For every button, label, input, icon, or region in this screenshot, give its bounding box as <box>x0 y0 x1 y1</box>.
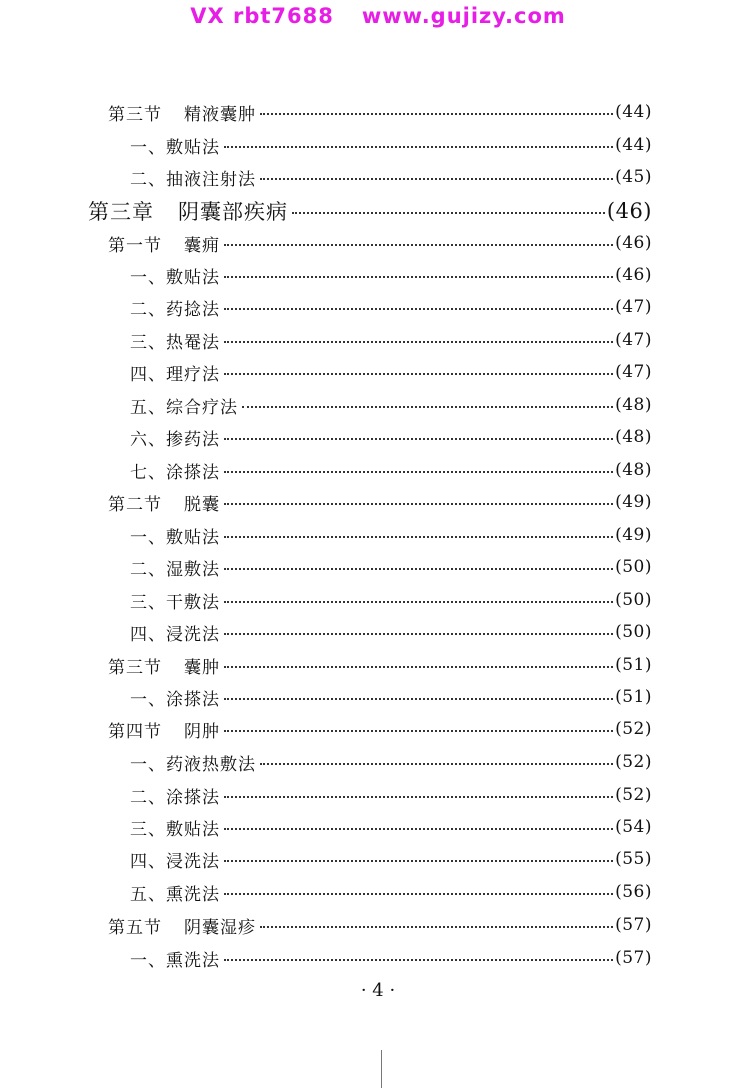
toc-label <box>130 880 220 905</box>
toc-page-ref: (51) <box>615 655 652 675</box>
toc-item <box>130 585 652 615</box>
chapter-number: 第三章 <box>88 200 154 224</box>
toc-item <box>130 260 652 290</box>
toc-page-ref: (48) <box>615 427 652 447</box>
fold-line <box>381 1050 382 1088</box>
toc-page-ref: (50) <box>615 622 652 642</box>
toc-section <box>108 650 652 680</box>
toc-label <box>130 685 220 710</box>
toc-label <box>130 458 220 483</box>
section-number: 第二节 <box>108 494 162 515</box>
toc-label <box>108 490 220 515</box>
leader-dots <box>224 471 613 473</box>
toc-label <box>130 360 220 385</box>
toc-item <box>130 877 652 907</box>
toc-item <box>130 747 652 777</box>
toc-chapter <box>88 194 652 228</box>
toc-section <box>108 228 652 258</box>
leader-dots <box>224 730 613 732</box>
leader-dots <box>260 113 613 115</box>
toc-page-ref: (47) <box>615 362 652 382</box>
watermark <box>0 4 756 28</box>
toc-label-text: 一、熏洗法 <box>130 950 220 971</box>
section-number: 第三节 <box>108 104 162 125</box>
toc-item <box>130 943 652 973</box>
section-title: 囊痈 <box>184 235 220 256</box>
toc-item <box>130 844 652 874</box>
toc-label-text: 一、敷贴法 <box>130 137 220 158</box>
toc-label <box>130 588 220 613</box>
toc-label-text: 二、药捻法 <box>130 299 220 320</box>
toc-label-text: 五、综合疗法 <box>130 397 238 418</box>
toc-item <box>130 617 652 647</box>
section-title: 脱囊 <box>184 494 220 515</box>
toc-label <box>130 946 220 971</box>
toc-page-ref: (52) <box>615 752 652 772</box>
toc-label <box>130 523 220 548</box>
toc-item <box>130 455 652 485</box>
toc-label-text: 七、涂搽法 <box>130 462 220 483</box>
toc-label <box>108 100 256 125</box>
leader-dots <box>260 763 613 765</box>
toc-label-text: 一、敷贴法 <box>130 267 220 288</box>
toc-page-ref: (49) <box>615 525 652 545</box>
toc-page-ref: (47) <box>615 330 652 350</box>
leader-dots <box>224 373 613 375</box>
toc-item <box>130 422 652 452</box>
toc-label <box>130 847 220 872</box>
toc-page-ref: (57) <box>615 915 652 935</box>
toc-label-text: 六、掺药法 <box>130 429 220 450</box>
leader-dots <box>224 828 613 830</box>
toc-label <box>130 133 220 158</box>
toc-item <box>130 552 652 582</box>
toc-page-ref: (45) <box>615 167 652 187</box>
toc-label-text: 五、熏洗法 <box>130 884 220 905</box>
toc-label <box>130 165 256 190</box>
toc-label <box>88 196 288 226</box>
section-number: 第三节 <box>108 657 162 678</box>
toc-page-ref: (44) <box>615 102 652 122</box>
toc-page-ref: (46) <box>606 199 652 223</box>
toc-section <box>108 714 652 744</box>
leader-dots <box>224 308 613 310</box>
leader-dots <box>224 146 613 148</box>
toc-label <box>108 717 220 742</box>
toc-label <box>130 295 220 320</box>
watermark-url: www.gujizy.com <box>361 4 566 28</box>
section-title: 阴囊湿疹 <box>184 917 256 938</box>
leader-dots <box>224 503 613 505</box>
leader-dots <box>224 536 613 538</box>
toc-label <box>108 653 220 678</box>
toc-label <box>130 328 220 353</box>
toc-page-ref: (56) <box>615 882 652 902</box>
leader-dots <box>224 276 613 278</box>
toc-page-ref: (51) <box>615 687 652 707</box>
leader-dots <box>224 244 613 246</box>
toc-label-text: 一、药液热敷法 <box>130 754 256 775</box>
chapter-title: 阴囊部疾病 <box>178 200 288 224</box>
toc-label-text: 三、热罨法 <box>130 332 220 353</box>
leader-dots <box>224 893 613 895</box>
toc-label <box>108 231 220 256</box>
toc-item <box>130 520 652 550</box>
leader-dots <box>224 633 613 635</box>
section-number: 第五节 <box>108 917 162 938</box>
section-title: 阴肿 <box>184 721 220 742</box>
toc-page-ref: (48) <box>615 395 652 415</box>
watermark-id: VX rbt7688 <box>190 4 334 28</box>
toc-item <box>130 682 652 712</box>
toc-page-ref: (48) <box>615 460 652 480</box>
toc-item <box>130 162 652 192</box>
toc-label <box>108 913 256 938</box>
toc-page-ref: (50) <box>615 590 652 610</box>
leader-dots <box>224 959 613 961</box>
toc-section <box>108 910 652 940</box>
toc-label <box>130 783 220 808</box>
leader-dots <box>224 666 613 668</box>
toc-page-ref: (57) <box>615 948 652 968</box>
leader-dots <box>224 438 613 440</box>
toc-page-ref: (54) <box>615 817 652 837</box>
toc-label <box>130 393 238 418</box>
toc-label-text: 三、干敷法 <box>130 592 220 613</box>
leader-dots <box>224 341 613 343</box>
toc-label-text: 二、湿敷法 <box>130 559 220 580</box>
toc-label <box>130 620 220 645</box>
toc-page-ref: (47) <box>615 297 652 317</box>
toc-label-text: 三、敷贴法 <box>130 819 220 840</box>
section-number: 第四节 <box>108 721 162 742</box>
toc-item <box>130 812 652 842</box>
toc-label <box>130 555 220 580</box>
leader-dots <box>242 406 613 408</box>
toc-section <box>108 97 652 127</box>
toc-label-text: 四、浸洗法 <box>130 624 220 645</box>
leader-dots <box>260 926 613 928</box>
toc-label-text: 一、敷贴法 <box>130 527 220 548</box>
leader-dots <box>224 568 613 570</box>
page-number: · 4 · <box>360 980 396 1001</box>
toc-page-ref: (49) <box>615 492 652 512</box>
leader-dots <box>224 796 613 798</box>
toc-label <box>130 815 220 840</box>
toc-label <box>130 425 220 450</box>
toc-label <box>130 750 256 775</box>
toc-item <box>130 390 652 420</box>
section-title: 精液囊肿 <box>184 104 256 125</box>
toc-item <box>130 357 652 387</box>
toc-page-ref: (55) <box>615 849 652 869</box>
toc-label-text: 二、抽液注射法 <box>130 169 256 190</box>
section-title: 囊肿 <box>184 657 220 678</box>
leader-dots <box>292 212 605 214</box>
toc-item <box>130 325 652 355</box>
leader-dots <box>260 178 613 180</box>
leader-dots <box>224 698 613 700</box>
toc-page-ref: (44) <box>615 135 652 155</box>
toc-page-ref: (46) <box>615 233 652 253</box>
toc-label-text: 四、理疗法 <box>130 364 220 385</box>
toc-page-ref: (52) <box>615 719 652 739</box>
section-number: 第一节 <box>108 235 162 256</box>
leader-dots <box>224 860 613 862</box>
toc-item <box>130 292 652 322</box>
toc-page-ref: (50) <box>615 557 652 577</box>
toc-section <box>108 487 652 517</box>
toc-page-ref: (52) <box>615 785 652 805</box>
toc-label-text: 一、涂搽法 <box>130 689 220 710</box>
toc-item <box>130 130 652 160</box>
toc-item <box>130 780 652 810</box>
toc-label-text: 二、涂搽法 <box>130 787 220 808</box>
toc-page-ref: (46) <box>615 265 652 285</box>
leader-dots <box>224 601 613 603</box>
toc-label-text: 四、浸洗法 <box>130 851 220 872</box>
toc-label <box>130 263 220 288</box>
